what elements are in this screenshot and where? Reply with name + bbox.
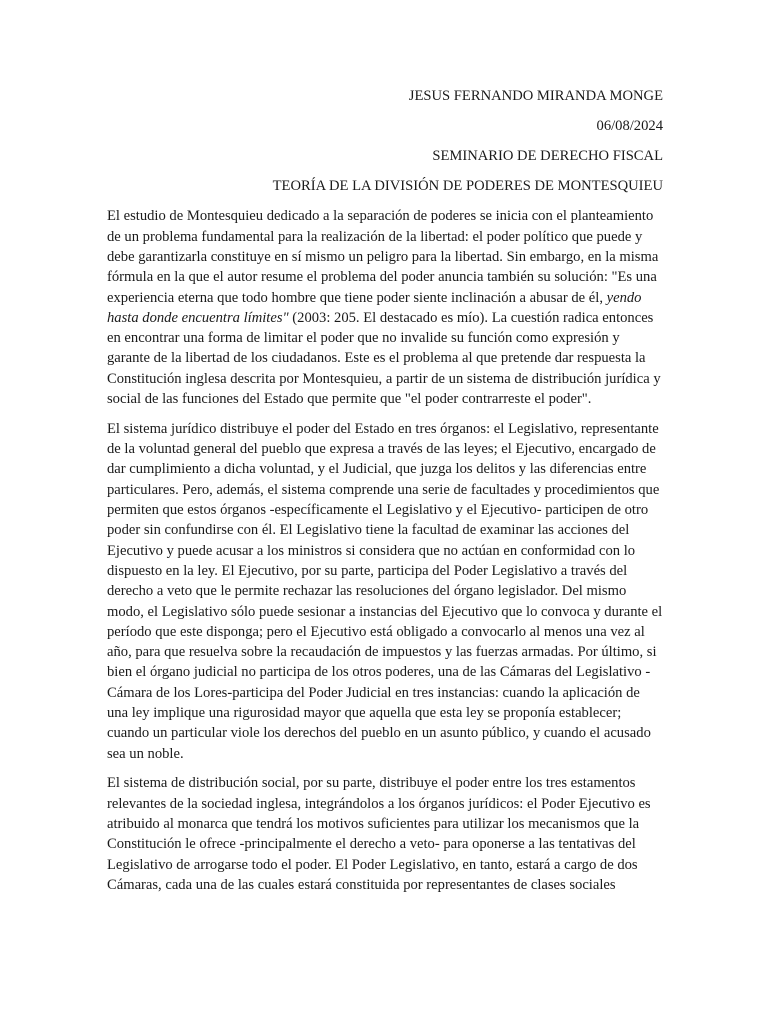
paragraph-1-quote-italic: yendo hasta donde encuentra límites": [107, 289, 642, 326]
paragraph-1-text-a: El estudio de Montesquieu dedicado a la separación de poderes se inicia con el planteamiento de un problema fundamental para la realización de la libertad: el poder político que puede y debe garantizarla constituye en sí mismo un peligro para la libertad. Sin embargo, en la misma fórmula en la que el autor resume el problema del poder anuncia también su solución: "Es una experiencia eterna que todo hombre que tiene poder siente inclinación a abusar de él,: [107, 208, 659, 306]
paragraph-1: [107, 206, 663, 409]
document-page: [107, 86, 663, 905]
author-name: JESUS FERNANDO MIRANDA MONGE: [408, 88, 663, 104]
paragraph-3: El sistema de distribución social, por su parte, distribuye el poder entre los tres estamentos relevantes de la sociedad inglesa, integrándolos a los órganos jurídicos: el Poder Ejecutivo es atribuido al monarca que tendrá los motivos suficientes para utilizar los mecanismos que la Constitución le ofrece -principalmente el derecho a veto- para oponerse a las tentativas del Legislativo de arrogarse todo el poder. El Poder Legislativo, en tanto, estará a cargo de dos Cámaras, cada una de las cuales estará constituida por representantes de clases sociales: [107, 775, 651, 893]
document-date: 06/08/2024: [596, 118, 663, 135]
paragraph-2: El sistema jurídico distribuye el poder del Estado en tres órganos: el Legislativo, representante de la voluntad general del pueblo que expresa a través de las leyes; el Ejecutivo, encargado de dar cumplimiento a dicha voluntad, y el Judicial, que juzga los delitos y las diferencias entre particulares. Pero, además, el sistema comprende una serie de facultades y procedimientos que permiten que estos órganos -específicamente el Legislativo y el Ejecutivo- participen de otro poder sin confundirse con él. El Legislativo tiene la facultad de examinar las acciones del Ejecutivo y puede acusar a los ministros si considera que no actúan en conformidad con lo dispuesto en la ley. El Ejecutivo, por su parte, participa del Poder Legislativo a través del derecho a veto que le permite rechazar las resoluciones del órgano legislador. Del mismo modo, el Legislativo sólo puede sesionar a instancias del Ejecutivo que lo convoca y durante el período que este disponga; pero el Ejecutivo está obligado a convocarlo al menos una vez al año, para que resuelva sobre la recaudación de impuestos y las fuerzas armadas. Por último, si bien el órgano judicial no participa de los otros poderes, una de las Cámaras del Legislativo - Cámara de los Lores-participa del Poder Judicial en tres instancias: cuando la aplicación de una ley implique una rigurosidad mayor que aquella que esta ley se proponía establecer; cuando un particular viole los derechos del pueblo en un asunto público, y cuando el acusado sea un noble.: [107, 420, 663, 762]
document-title: TEORÍA DE LA DIVISIÓN DE PODERES DE MONTESQUIEU: [272, 178, 663, 195]
course-name: SEMINARIO DE DERECHO FISCAL: [432, 148, 663, 165]
paragraph-1-text-b: (2003: 205. El destacado es mío). La cuestión radica entonces en encontrar una forma de limitar el poder que no invalide su función como expresión y garante de la libertad de los ciudadanos. Este es el problema al que pretende dar respuesta la Constitución inglesa descrita por Montesquieu, a partir de un sistema de distribución jurídica y social de las funciones del Estado que permite que "el poder contrarreste el poder".: [107, 309, 661, 408]
